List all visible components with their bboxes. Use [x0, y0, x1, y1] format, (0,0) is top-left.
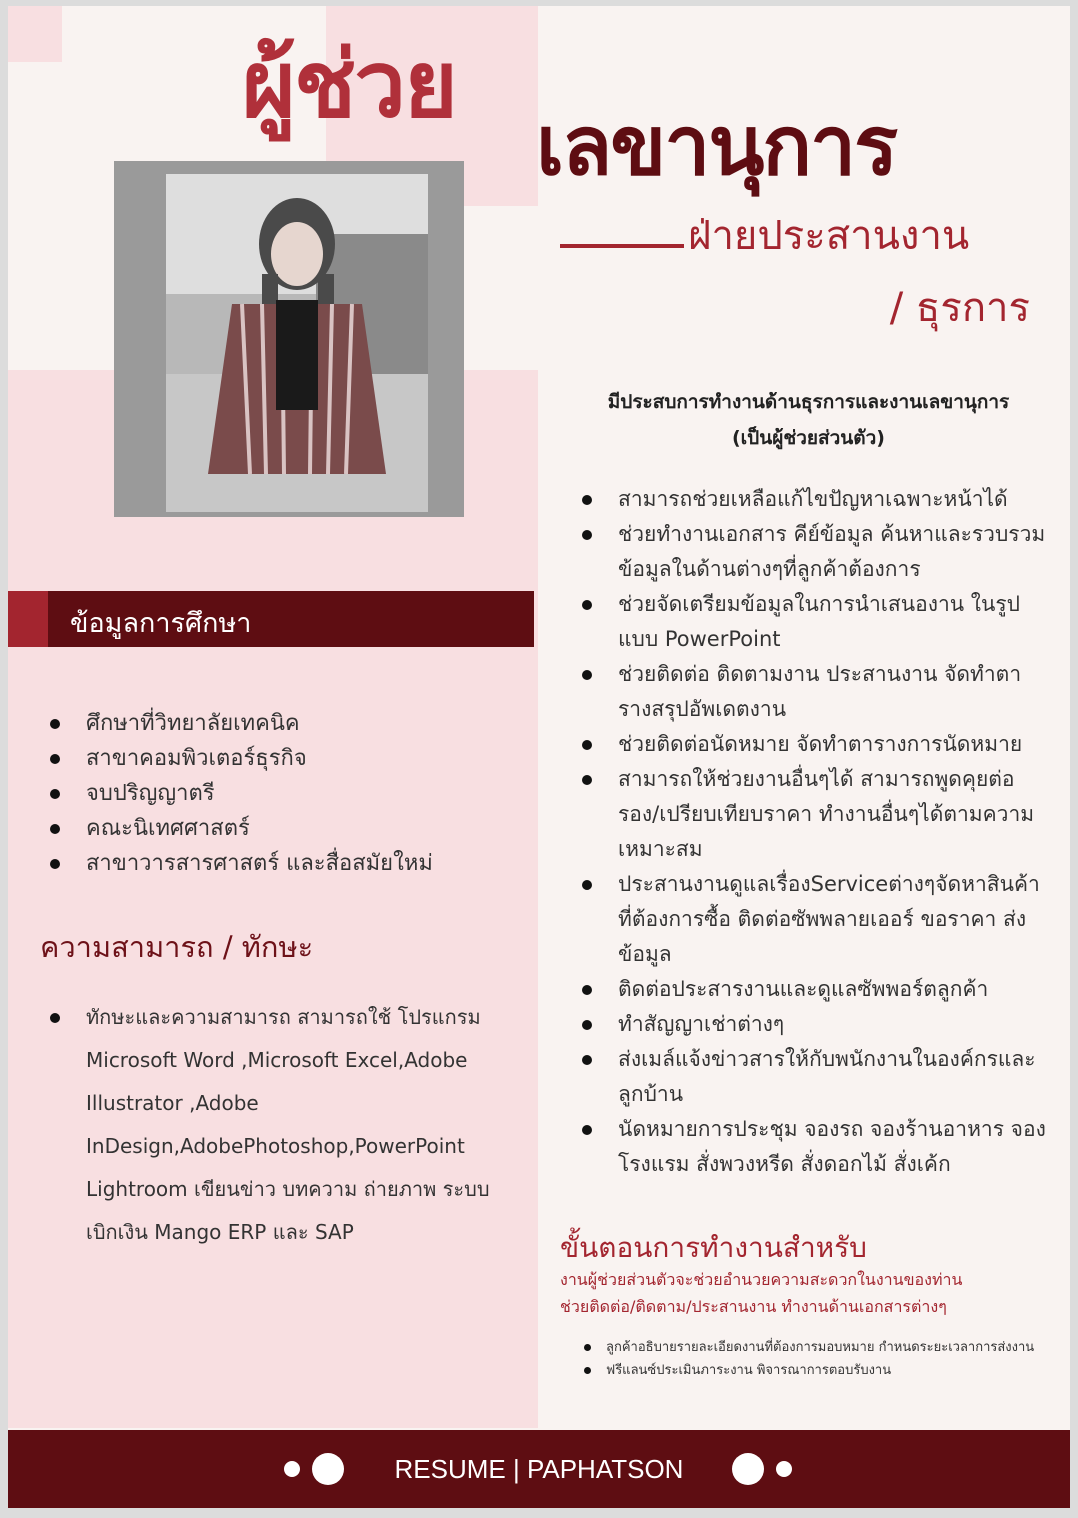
education-item: สาขาคอมพิวเตอร์ธุรกิจ	[46, 741, 433, 776]
footer-bar	[8, 1430, 1070, 1508]
footer-text: RESUME | PAPHATSON	[394, 1454, 684, 1484]
experience-item: สามารถช่วยเหลือแก้ไขปัญหาเฉพาะหน้าได้	[578, 482, 1048, 517]
resume-page	[8, 6, 1070, 1508]
education-header-bar	[8, 591, 534, 647]
footer-dot-large-right	[732, 1453, 764, 1485]
skills-heading: ความสามารถ / ทักษะ	[40, 930, 314, 964]
experience-item: ช่วยติดต่อนัดหมาย จัดทำตารางการนัดหมาย	[578, 727, 1048, 762]
experience-item: สามารถให้ช่วยงานอื่นๆได้ สามารถพูดคุยต่อรอง/เปรียบเทียบราคา ทำงานอื่นๆได้ตามความเหมาะสม	[578, 762, 1048, 867]
steps-heading: ขั้นตอนการทำงานสำหรับ	[560, 1231, 867, 1264]
education-item: คณะนิเทศศาสตร์	[46, 811, 433, 846]
experience-item: ช่วยติดต่อ ติดตามงาน ประสานงาน จัดทำตารางสรุปอัพเดตงาน	[578, 657, 1048, 727]
experience-heading-line-2: (เป็นผู้ช่วยส่วนตัว)	[731, 427, 885, 449]
left-panel-background	[8, 370, 538, 1428]
experience-item: ช่วยทำงานเอกสาร คีย์ข้อมูล ค้นหาและรวบรวมข้อมูลในด้านต่างๆที่ลูกค้าต้องการ	[578, 517, 1048, 587]
subtitle-line-1: ฝ่ายประสานงาน	[688, 213, 970, 259]
education-item: ศึกษาที่วิทยาลัยเทคนิค	[46, 706, 433, 741]
profile-photo	[166, 174, 428, 512]
education-list	[46, 706, 433, 881]
experience-item: ทำสัญญาเช่าต่างๆ	[578, 1007, 1048, 1042]
subtitle-dash	[560, 244, 684, 248]
skills-list	[46, 996, 516, 1254]
profile-photo-frame	[114, 161, 464, 517]
experience-list	[578, 482, 1048, 1182]
skills-item: ทักษะและความสามารถ สามารถใช้ โปรแกรม Microsoft Word ,Microsoft Excel,Adobe Illustrator ,Adobe InDesign,AdobePhotoshop,PowerPoint Lightroom เขียนข่าว บทความ ถ่ายภาพ ระบบเบิกเงิน Mango ERP และ SAP	[46, 996, 516, 1254]
education-item: สาขาวารสารศาสตร์ และสื่อสมัยใหม่	[46, 846, 433, 881]
experience-item: ประสานงานดูแลเรื่องServiceต่างๆจัดหาสินค้าที่ต้องการซื้อ ติดต่อซัพพลายเออร์ ขอราคา ส่งข้อมูล	[578, 867, 1048, 972]
title-line-2: เลขานุการ	[536, 99, 897, 194]
steps-list	[582, 1336, 1042, 1382]
education-header-accent	[8, 591, 48, 647]
steps-item: ลูกค้าอธิบายรายละเอียดงานที่ต้องการมอบหมาย กำหนดระยะเวลาการส่งงาน	[582, 1336, 1042, 1359]
footer-dot-small-right	[776, 1461, 792, 1477]
experience-item: นัดหมายการประชุม จองรถ จองร้านอาหาร จองโรงแรม สั่งพวงหรีด สั่งดอกไม้ สั่งเค้ก	[578, 1112, 1048, 1182]
experience-heading-line-1: มีประสบการทำงานด้านธุรการและงานเลขานุการ	[607, 391, 1010, 413]
steps-description-line-2: ช่วยติดต่อ/ติดตาม/ประสานงาน ทำงานด้านเอกสารต่างๆ	[560, 1297, 947, 1316]
experience-item: ส่งเมล์แจ้งข่าวสารให้กับพนักงานในองค์กรและลูกบ้าน	[578, 1042, 1048, 1112]
experience-item: ช่วยจัดเตรียมข้อมูลในการนำเสนองาน ในรูปแบบ PowerPoint	[578, 587, 1048, 657]
title-line-1: ผู้ช่วย	[242, 31, 456, 138]
experience-item: ติดต่อประสารงานและดูแลซัพพอร์ตลูกค้า	[578, 972, 1048, 1007]
experience-heading	[556, 384, 1061, 456]
education-heading: ข้อมูลการศึกษา	[70, 608, 252, 639]
steps-description	[560, 1266, 1060, 1320]
subtitle-line-2: / ธุรการ	[889, 285, 1030, 331]
steps-description-line-1: งานผู้ช่วยส่วนตัวจะช่วยอำนวยความสะดวกในงานของท่าน	[560, 1270, 963, 1289]
steps-item: ฟรีแลนซ์ประเมินภาระงาน พิจารณาการตอบรับงาน	[582, 1359, 1042, 1382]
education-item: จบปริญญาตรี	[46, 776, 433, 811]
decorative-square	[8, 6, 62, 62]
